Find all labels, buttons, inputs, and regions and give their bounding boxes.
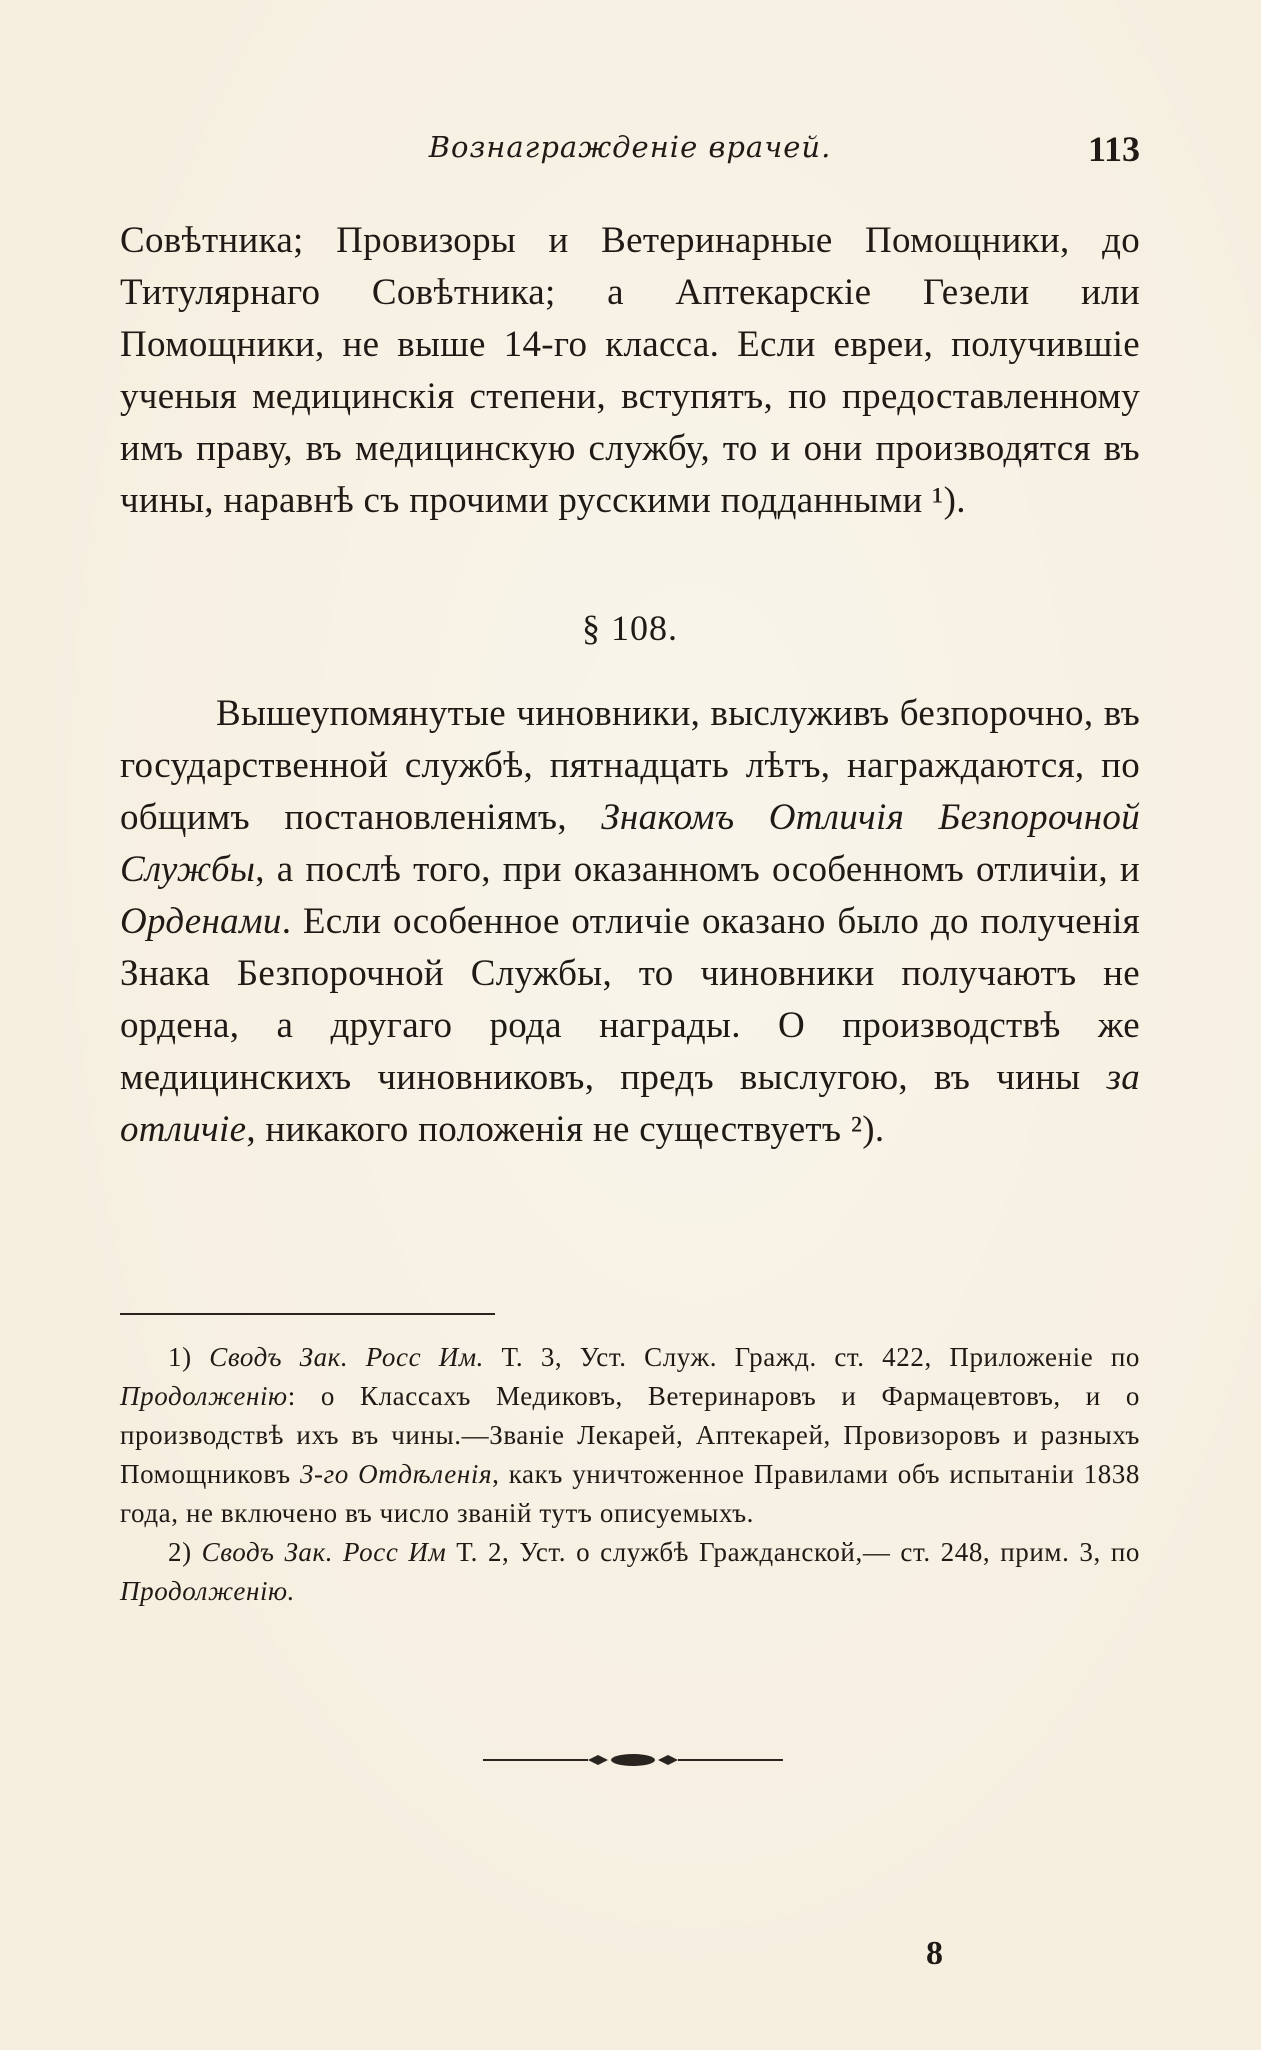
footnote-1-text-2: : о Классахъ Медиковъ, Ветеринаровъ и Фармацевтовъ, и о производствѣ ихъ въ чины.—Званіе Лекарей, Аптекарей, Провизоровъ и разныхъ Помощниковъ (120, 1381, 1140, 1489)
footnote-1-mark: 1) (168, 1342, 192, 1372)
footnote-1-text-3: , какъ уничтоженное Правилами объ испытаніи 1838 года, не включено въ число званій тутъ описуемыхъ. (120, 1459, 1140, 1528)
paragraph-2-italic-1: Знакомъ Отличія Безпорочной Службы (120, 797, 1140, 890)
footnote-1-source: Сводъ Зак. Росс Им. (209, 1342, 484, 1372)
footnote-2-italic: Продолженію. (120, 1576, 296, 1606)
running-head: Вознагражденіе врачей. (428, 130, 832, 164)
section-heading: § 108. (582, 608, 678, 648)
footnote-2-text-1: Т. 2, Уст. о службѣ Гражданской,— ст. 248, прим. 3, по (456, 1537, 1140, 1567)
paragraph-2-text-1: Вышеупомянутые чиновники, выслуживъ безпорочно, въ государственной службѣ, пятнадцать лѣтъ, награждаются, по общимъ постановленіямъ, (120, 693, 1140, 838)
paragraph-1: Совѣтника; Провизоры и Ветеринарные Помощники, до Титулярнаго Совѣтника; а Аптекарскіе Гезели или Помощники, не выше 14-го класса. Если евреи, получившіе ученыя медицинскія степени, вступятъ, по предоставленному имъ праву, въ медицинскую службу, то и они производятся въ чины, наравнѣ съ прочими русскими подданными ¹). (120, 220, 1140, 521)
footnote-2 (120, 1533, 1140, 1611)
footnote-1 (120, 1338, 1140, 1533)
footnote-1-italic-1: Продолженію (120, 1381, 288, 1411)
page-number: 113 (1087, 129, 1140, 169)
footnote-2-source: Сводъ Зак. Росс Им (201, 1537, 447, 1567)
footnote-1-italic-2: 3-го Отдѣленія (299, 1459, 493, 1489)
paragraph-2-text-2: , а послѣ того, при оказанномъ особенномъ отличіи, и (255, 849, 1140, 890)
paragraph-2-italic-2: Орденами (120, 901, 282, 942)
paragraph-2-text-3: . Если особенное отличіе оказано было до полученія Знака Безпорочной Службы, то чиновники получаютъ не ордена, а другаго рода награды. О производствѣ же медицинскихъ чиновниковъ, предъ выслугою, въ чины (120, 901, 1140, 1098)
paragraph-2-text-4: , никакого положенія не существуетъ ²). (246, 1109, 885, 1150)
footnote-1-text-1: Т. 3, Уст. Служ. Гражд. ст. 422, Приложеніе по (501, 1342, 1141, 1372)
signature-mark: 8 (926, 1935, 943, 1972)
paragraph-2 (120, 688, 1140, 1156)
page-header (120, 130, 1140, 180)
footnote-rule (120, 1313, 495, 1315)
footnotes (120, 1338, 1140, 1611)
footnote-2-mark: 2) (168, 1537, 192, 1567)
ornament-divider (483, 1750, 783, 1770)
paragraph-2-italic-3: за отличіе (120, 1057, 1140, 1150)
